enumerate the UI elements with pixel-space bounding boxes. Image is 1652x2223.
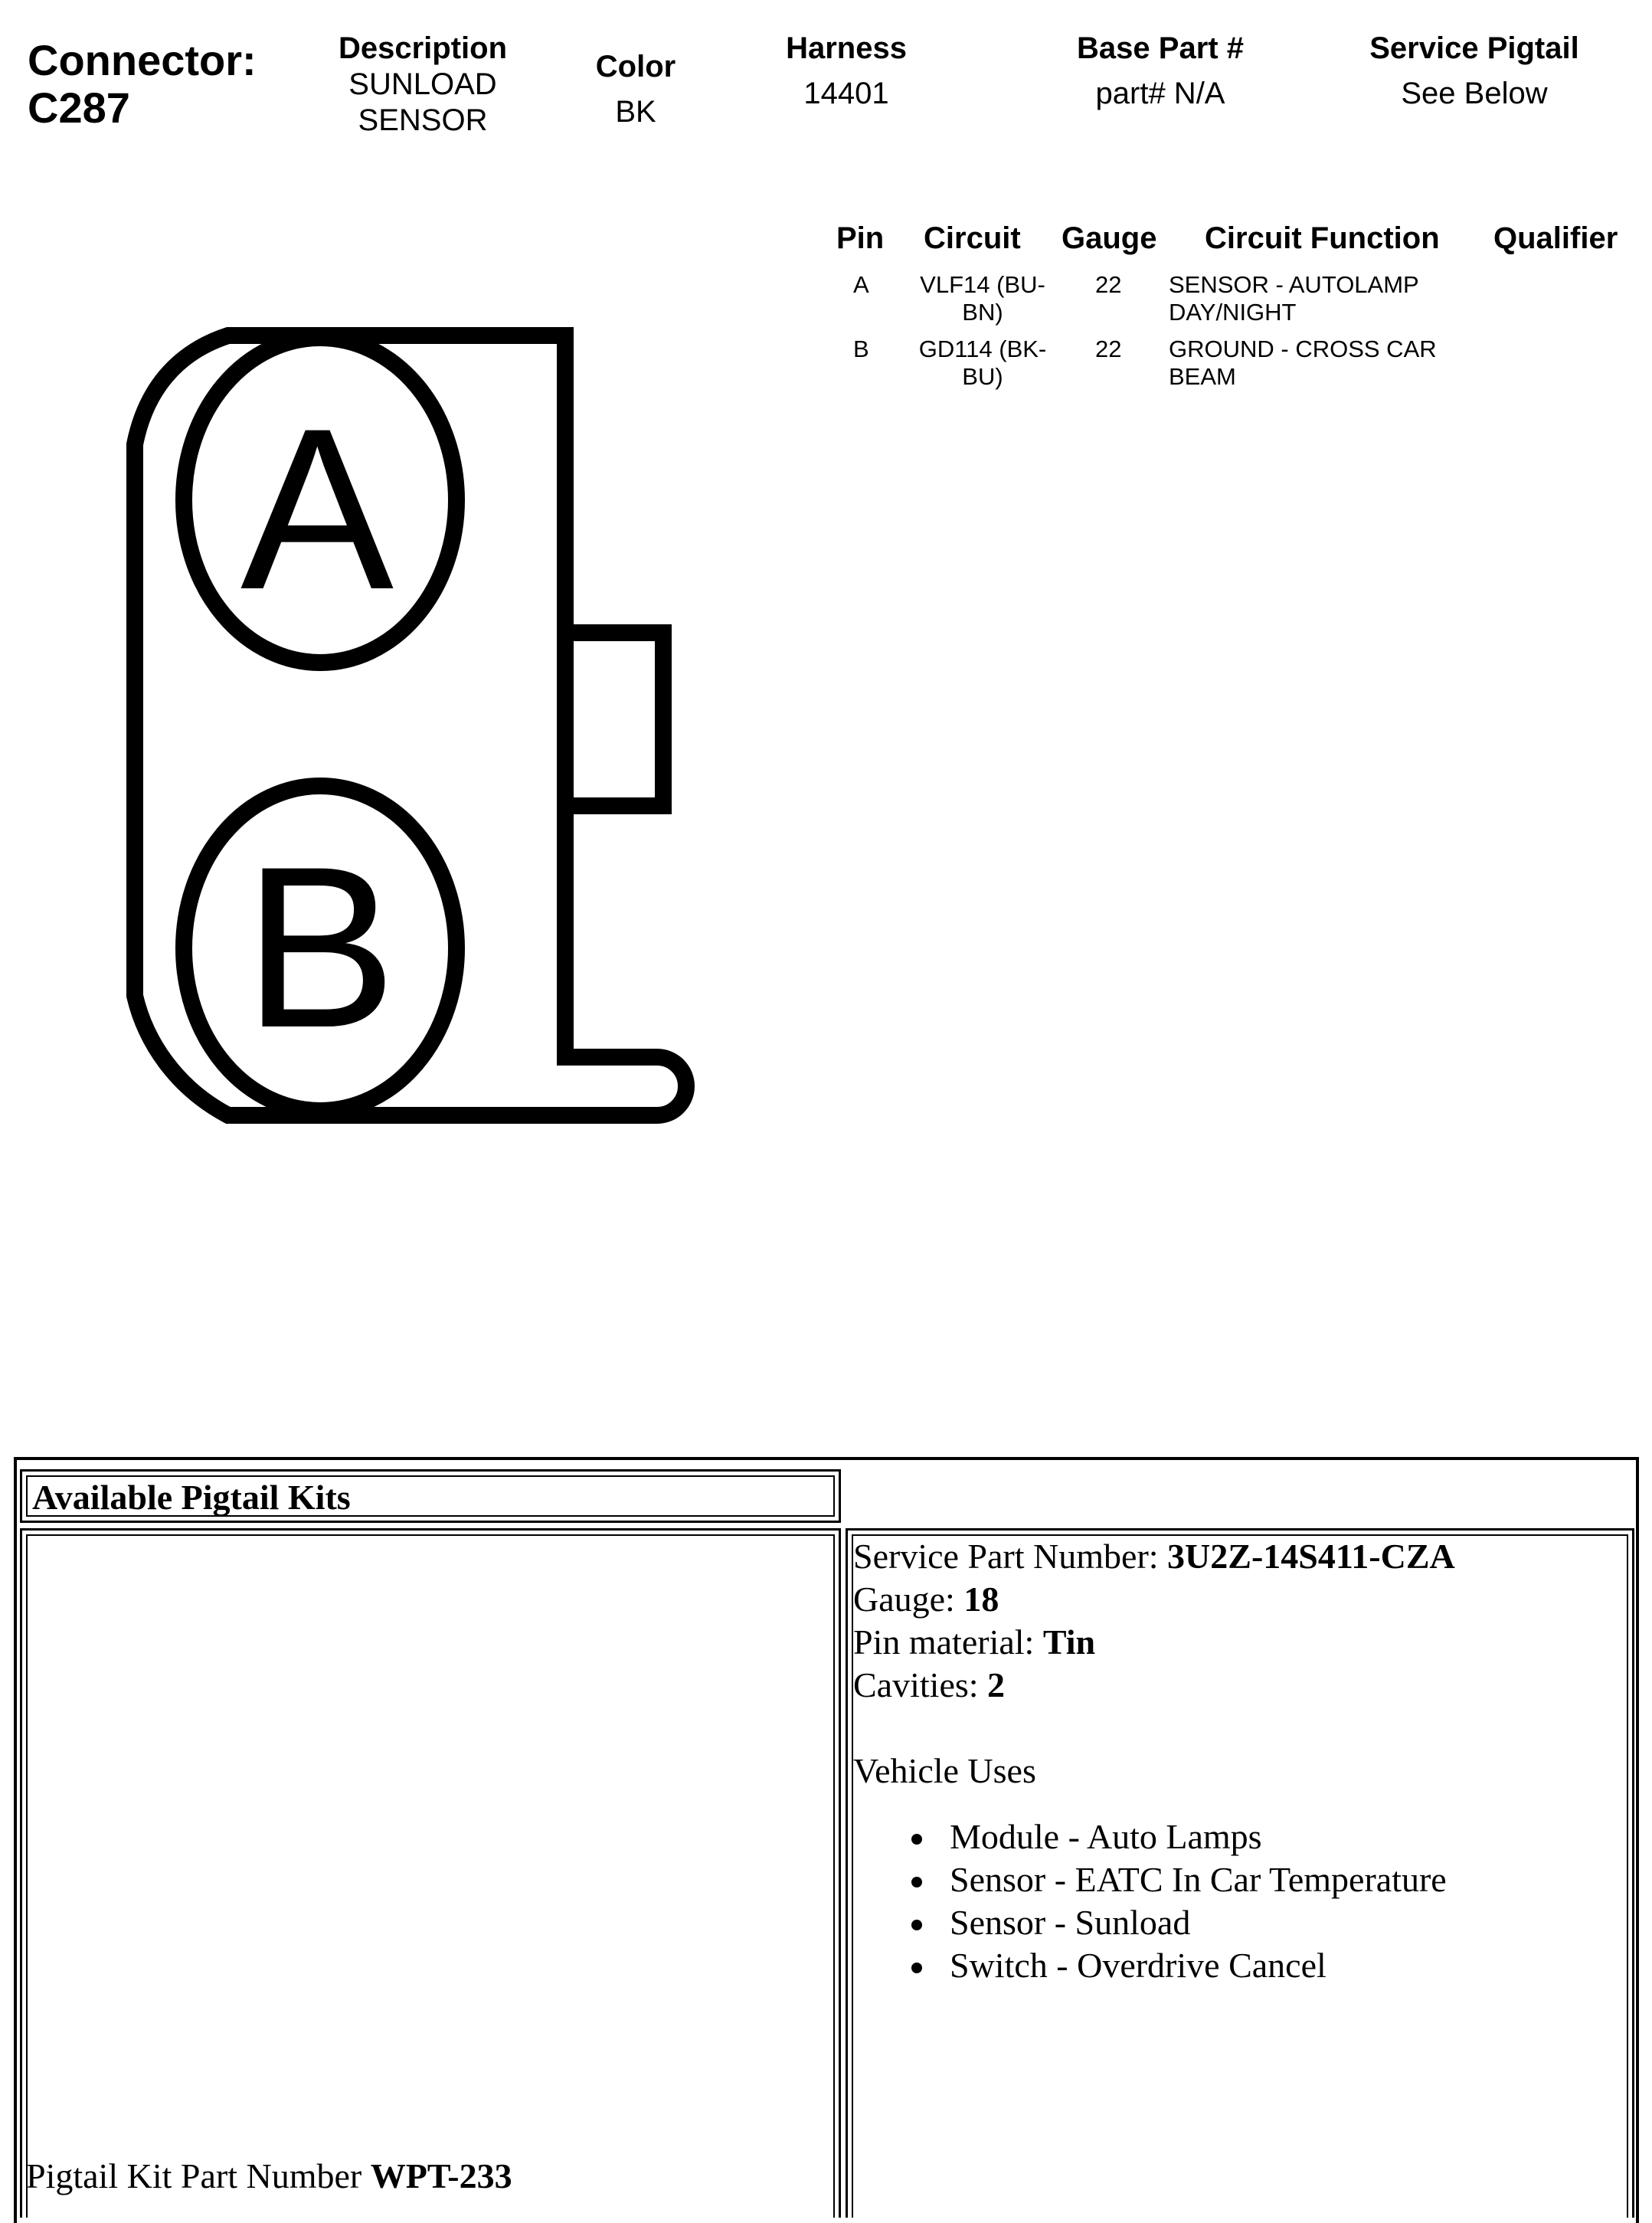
pin-a-id: A xyxy=(853,271,869,298)
pigtail-kits-title-box xyxy=(20,1469,841,1523)
color-label: Color xyxy=(595,50,676,83)
connector-face-diagram xyxy=(115,314,712,1134)
circuit-function-header: Circuit Function xyxy=(1205,221,1440,255)
bullet-icon xyxy=(911,1920,922,1930)
harness-column xyxy=(758,31,934,112)
service-pigtail-column xyxy=(1348,31,1601,112)
pin-a-circuit-line1: VLF14 (BU- xyxy=(920,271,1045,298)
color-value: BK xyxy=(615,95,656,129)
cavities xyxy=(853,1664,1455,1707)
harness-value: 14401 xyxy=(803,77,889,110)
pin-a-circuit xyxy=(902,271,1063,326)
pin-a-function-line2: DAY/NIGHT xyxy=(1169,299,1297,326)
vehicle-use-label: Sensor - Sunload xyxy=(950,1903,1191,1942)
connector-body-outline xyxy=(135,336,686,1115)
service-part-label: Service Part Number: xyxy=(853,1537,1168,1576)
pin-a-function xyxy=(1169,271,1419,326)
connector-header xyxy=(0,0,1652,176)
pin-material-value: Tin xyxy=(1042,1622,1096,1662)
pin-b-id: B xyxy=(853,336,869,362)
base-part-value: part# N/A xyxy=(1095,77,1225,110)
bullet-icon xyxy=(911,1877,922,1887)
harness-label: Harness xyxy=(786,31,907,65)
cavity-b-label: B xyxy=(243,818,397,1075)
pin-b-function xyxy=(1169,336,1437,391)
description-value-line1: SUNLOAD xyxy=(348,67,497,101)
pin-b-circuit-line1: GD114 (BK- xyxy=(918,336,1047,362)
bullet-icon xyxy=(911,1963,922,1973)
cavities-value: 2 xyxy=(987,1665,1006,1704)
pin-a-circuit-line2: BN) xyxy=(962,299,1003,326)
pin-material xyxy=(853,1621,1455,1664)
base-part-column xyxy=(1049,31,1271,112)
circuit-header: Circuit xyxy=(924,221,1021,255)
list-item xyxy=(950,1858,1455,1901)
base-part-label: Base Part # xyxy=(1077,31,1244,65)
pin-a-gauge: 22 xyxy=(1095,271,1122,298)
vehicle-use-label: Module - Auto Lamps xyxy=(950,1817,1262,1856)
color-column xyxy=(567,49,705,130)
pin-header: Pin xyxy=(836,221,885,255)
list-item xyxy=(950,1944,1455,1987)
connector-face-svg xyxy=(115,314,712,1134)
cavity-a-label: A xyxy=(240,380,394,637)
connector-lock-tab xyxy=(565,633,663,806)
cavities-label: Cavities: xyxy=(853,1665,988,1704)
pin-b-gauge: 22 xyxy=(1095,336,1122,362)
vehicle-uses-list xyxy=(853,1815,1455,1987)
service-pigtail-label: Service Pigtail xyxy=(1369,31,1579,65)
service-pigtail-value: See Below xyxy=(1401,77,1548,110)
connector-id: C287 xyxy=(28,83,130,132)
service-part-value: 3U2Z-14S411-CZA xyxy=(1167,1537,1455,1576)
kit-part-label: Pigtail Kit Part Number xyxy=(26,2156,371,2195)
description-column xyxy=(316,31,530,139)
vehicle-use-label: Switch - Overdrive Cancel xyxy=(950,1946,1327,1985)
pigtail-gauge xyxy=(853,1578,1455,1621)
pigtail-image-pane-inner xyxy=(26,1534,835,2218)
list-item xyxy=(950,1901,1455,1944)
pigtail-kits-title: Available Pigtail Kits xyxy=(26,1475,835,1517)
pigtail-gauge-value: 18 xyxy=(963,1580,999,1619)
list-item xyxy=(950,1815,1455,1858)
kit-part-value: WPT-233 xyxy=(370,2156,512,2195)
pin-b-function-line2: BEAM xyxy=(1169,363,1236,390)
vehicle-uses-title: Vehicle Uses xyxy=(853,1751,1036,1790)
vehicle-use-label: Sensor - EATC In Car Temperature xyxy=(950,1860,1447,1899)
pin-b-circuit-line2: BU) xyxy=(962,363,1003,390)
pin-b-circuit xyxy=(902,336,1063,391)
pin-b-function-line1: GROUND - CROSS CAR xyxy=(1169,336,1437,362)
pigtail-gauge-label: Gauge: xyxy=(853,1580,964,1619)
pin-a-function-line1: SENSOR - AUTOLAMP xyxy=(1169,271,1419,298)
description-label: Description xyxy=(338,31,508,65)
connector-title xyxy=(28,37,257,132)
pin-material-label: Pin material: xyxy=(853,1622,1043,1662)
description-value-line2: SENSOR xyxy=(358,103,488,137)
qualifier-header: Qualifier xyxy=(1493,221,1618,255)
pigtail-spec xyxy=(853,1535,1455,1987)
bullet-icon xyxy=(911,1834,922,1845)
pigtail-kit-part-number xyxy=(26,2156,512,2197)
service-part-number xyxy=(853,1535,1455,1578)
gauge-header: Gauge xyxy=(1062,221,1157,255)
pigtail-image-pane xyxy=(20,1528,841,2218)
connector-title-label: Connector: xyxy=(28,36,257,84)
